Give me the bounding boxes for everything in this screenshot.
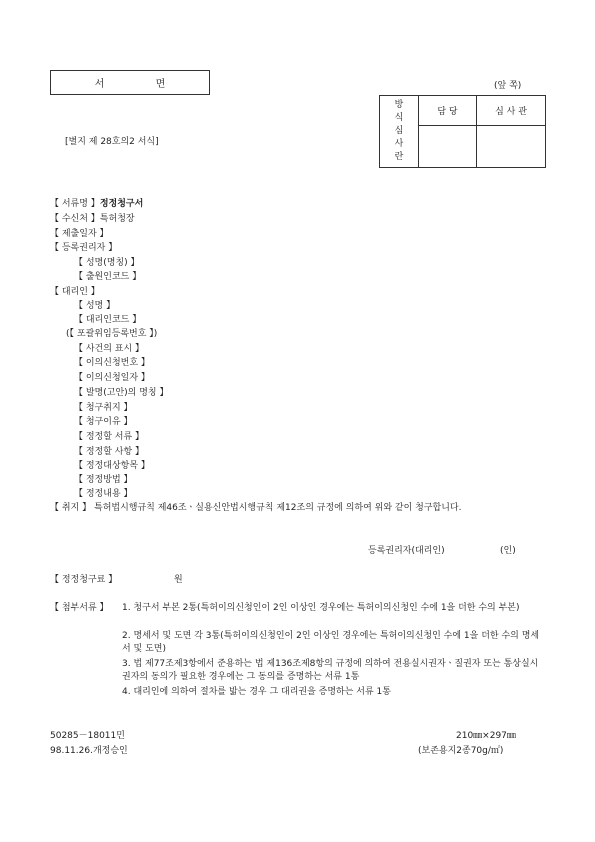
case-row: 【 사건의 표시 】 [74,344,145,354]
correction-method-row: 【 정정방법 】 [74,475,133,485]
agent-name-row: 【 성명 】 [74,301,116,311]
owner-row: 【 등록권리자 】 [50,243,118,253]
approval-cell-examiner[interactable] [477,126,546,168]
recipient-row: 【 수신처 】특허청장 [50,214,135,224]
request-reason-row: 【 청구이유 】 [74,417,133,427]
seal-mark: (인) [500,546,516,556]
footer-paper-size: 210㎜×297㎜ [456,731,516,741]
attachment-item-2: 2. 명세서 및 도면 각 3통(특허이의신청인이 2인 이상인 경우에는 특허이의신청인 수에 1을 더한 수의 명세서 및 도면) [122,631,540,654]
attachment-item-4: 4. 대리인에 의하여 절차를 밟는 경우 그 대리권을 증명하는 서류 1통 [122,687,391,697]
approval-table [379,95,546,168]
form-number: [별지 제 28호의2 서식] [65,137,159,147]
approval-col-manager: 담 당 [419,96,477,126]
intent-text: 특허법시행규칙 제46조ㆍ실용신안법시행규칙 제12조의 규정에 의하여 위와 같이 청구합니다. [94,503,462,513]
fee-unit: 원 [174,575,183,585]
approval-label: 방 식 심 사 란 [380,96,419,168]
page-side-label: (앞 쪽) [494,81,522,91]
footer-paper-type: (보존용지2종70g/㎡) [418,746,504,756]
opposition-number-row: 【 이의신청번호 】 [74,358,150,368]
submission-date-row: 【 제출일자 】 [50,229,109,239]
doc-name-row: 【 서류명 】정정청구서 [50,199,144,209]
footer-code: 50285－18011민 [50,731,125,741]
agent-code-row: 【 대리인코드 】 [74,315,142,325]
target-item-row: 【 정정할 사항 】 [74,447,145,457]
form-title: 서 면 [50,70,210,95]
correction-content-row: 【 정정내용 】 [74,489,133,499]
attachments-label: 【 첨부서류 】 [50,603,109,613]
fee-label: 【 정정청구료 】 [50,575,118,585]
approval-col-examiner: 심 사 관 [477,96,546,126]
target-claim-row: 【 정정대상항목 】 [74,461,150,471]
invention-title-row: 【 발명(고안)의 명칭 】 [74,388,169,398]
target-document-row: 【 정정할 서류 】 [74,432,145,442]
agent-reg-row: (【 포괄위임등록번호 】) [66,329,158,339]
opposition-date-row: 【 이의신청일자 】 [74,373,150,383]
attachment-item-3: 3. 법 제77조제3항에서 준용하는 법 제136조제8항의 규정에 의하여 전용실시권자ㆍ질권자 또는 통상실시권자의 동의가 필요한 경우에는 그 동의를 증명하는 서류 1통 [122,659,539,682]
signer-label: 등록권리자(대리인) [368,546,445,556]
owner-name-row: 【 성명(명칭) 】 [74,258,140,268]
approval-cell-manager[interactable] [419,126,477,168]
request-purpose-row: 【 청구취지 】 [74,403,133,413]
attachment-item-1: 1. 청구서 부본 2통(특허이의신청인이 2인 이상인 경우에는 특허이의신청인 수에 1을 더한 수의 부본) [122,603,520,613]
agent-row: 【 대리인 】 [50,287,100,297]
footer-approval-date: 98.11.26.개정승인 [50,746,128,756]
intent-label: 【 취지 】 [50,503,92,513]
doc-name-value: 정정청구서 [99,199,144,209]
owner-code-row: 【 출원인코드 】 [74,272,142,282]
